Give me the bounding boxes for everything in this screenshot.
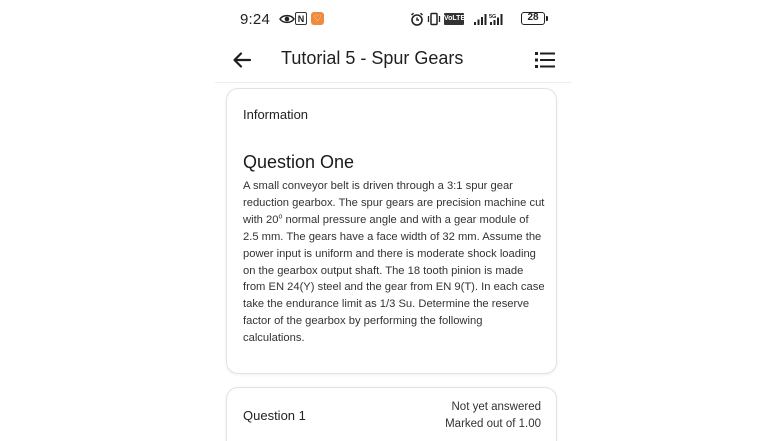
volte-icon: VoLTE (444, 13, 464, 25)
status-time: 9:24 (240, 11, 270, 28)
signal-icon (473, 12, 513, 26)
page-title: Tutorial 5 - Spur Gears (281, 48, 464, 68)
list-menu-icon[interactable] (533, 48, 557, 72)
question-text (243, 178, 545, 347)
answer-status: Not yet answered (451, 401, 541, 413)
question-card[interactable] (226, 387, 557, 441)
phone-screen (215, 0, 571, 441)
question-heading: Question One (243, 152, 355, 172)
information-label: Information (243, 107, 309, 122)
eye-icon (279, 12, 295, 26)
question-number: Question 1 (243, 408, 306, 423)
vibrate-icon (427, 12, 441, 26)
svg-text:5G: 5G (489, 14, 497, 20)
battery-icon: 28 (521, 12, 545, 25)
alarm-icon (410, 12, 424, 26)
information-card (226, 88, 557, 374)
marks-info: Marked out of 1.00 (445, 418, 541, 430)
question-text-part2: normal pressure angle and with a gear module of 2.5 mm. The gears have a face width of 32 mm. Assume the power input is uniform and there is moderate shock loading on the gearbox output shaft. The 18 tooth pinion is made from EN 24(Y) steel and the gear from EN 9(T). In each case take the endurance limit as 1/3 Su. Determine the reserve factor of the gearbox by performing the following calculations. (243, 213, 545, 345)
back-arrow-icon[interactable] (229, 47, 255, 73)
status-bar (215, 0, 571, 38)
question-text-part1: A small conveyor belt is driven through a 3:1 spur gear reduction gearbox. The spur gears are precision machine cut with 20 (243, 180, 545, 226)
question-status (445, 399, 541, 433)
app-bar (215, 38, 571, 83)
nfc-icon: N (295, 12, 307, 25)
app-notification-icon: ♡ (311, 12, 324, 25)
degree-superscript: o (278, 213, 283, 221)
